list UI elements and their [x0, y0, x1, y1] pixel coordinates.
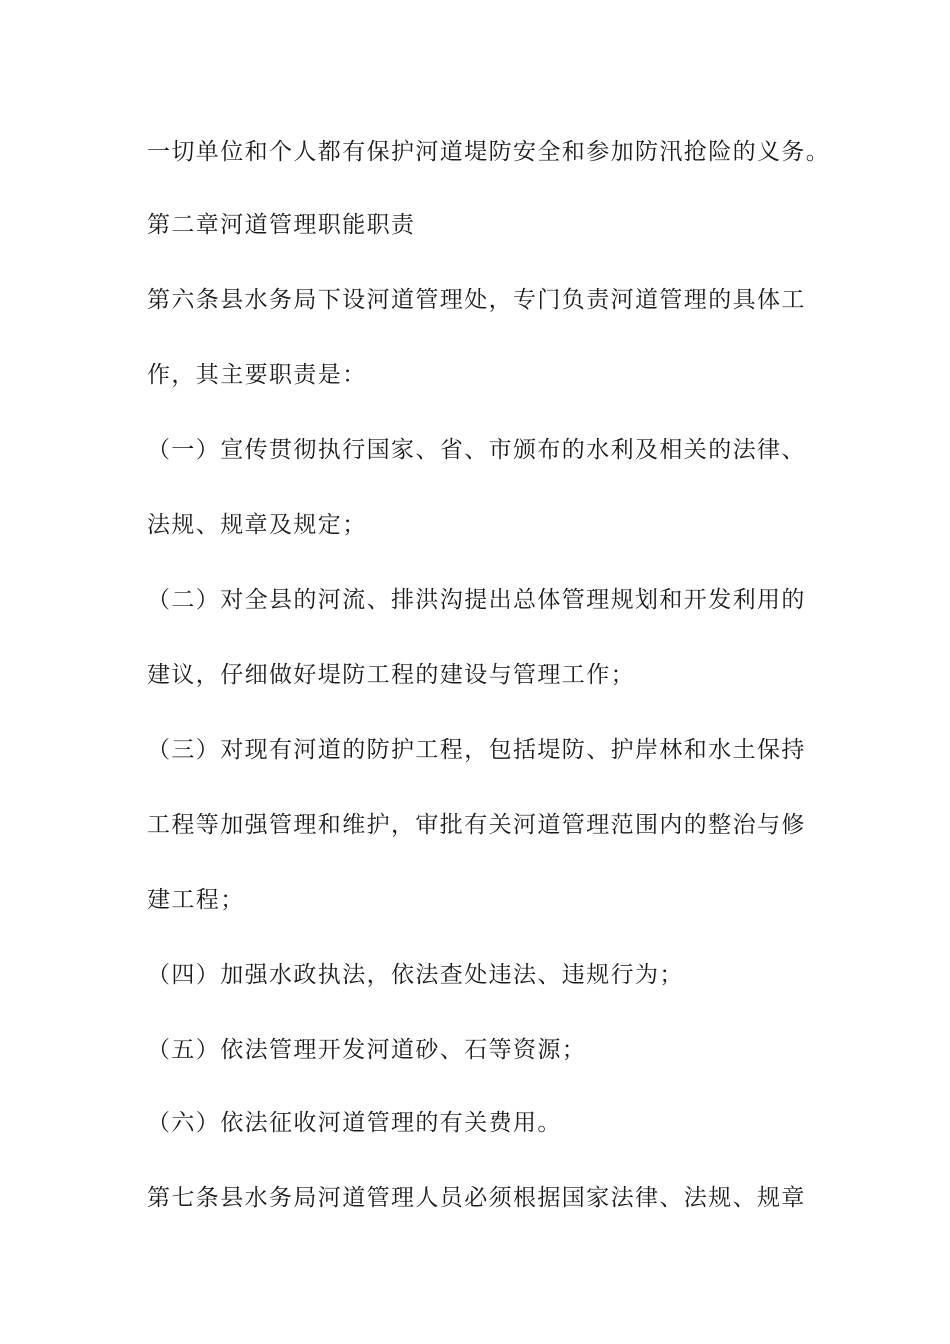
text-line: 工程等加强管理和维护，审批有关河道管理范围内的整治与修	[147, 812, 806, 838]
list-item-line: （四）加强水政执法，依法查处违法、违规行为；	[147, 962, 684, 988]
text-line: 法规、规章及规定；	[147, 512, 367, 538]
list-item-line: （三）对现有河道的防护工程，包括堤防、护岸林和水土保持	[147, 737, 806, 763]
text-line: 建工程；	[147, 887, 245, 913]
chapter-heading: 第二章河道管理职能职责	[147, 212, 416, 238]
text-line: 一切单位和个人都有保护河道堤防安全和参加防汛抢险的义务。	[147, 139, 831, 165]
text-line: 作，其主要职责是：	[147, 362, 367, 388]
text-line: 建议，仔细做好堤防工程的建设与管理工作；	[147, 662, 635, 688]
list-item-line: （六）依法征收河道管理的有关费用。	[147, 1110, 562, 1136]
list-item-line: （一）宣传贯彻执行国家、省、市颁布的水利及相关的法律、	[147, 437, 806, 463]
article-line: 第六条县水务局下设河道管理处，专门负责河道管理的具体工	[147, 287, 806, 313]
list-item-line: （二）对全县的河流、排洪沟提出总体管理规划和开发利用的	[147, 587, 806, 613]
article-line: 第七条县水务局河道管理人员必须根据国家法律、法规、规章	[147, 1185, 806, 1211]
list-item-line: （五）依法管理开发河道砂、石等资源；	[147, 1037, 587, 1063]
